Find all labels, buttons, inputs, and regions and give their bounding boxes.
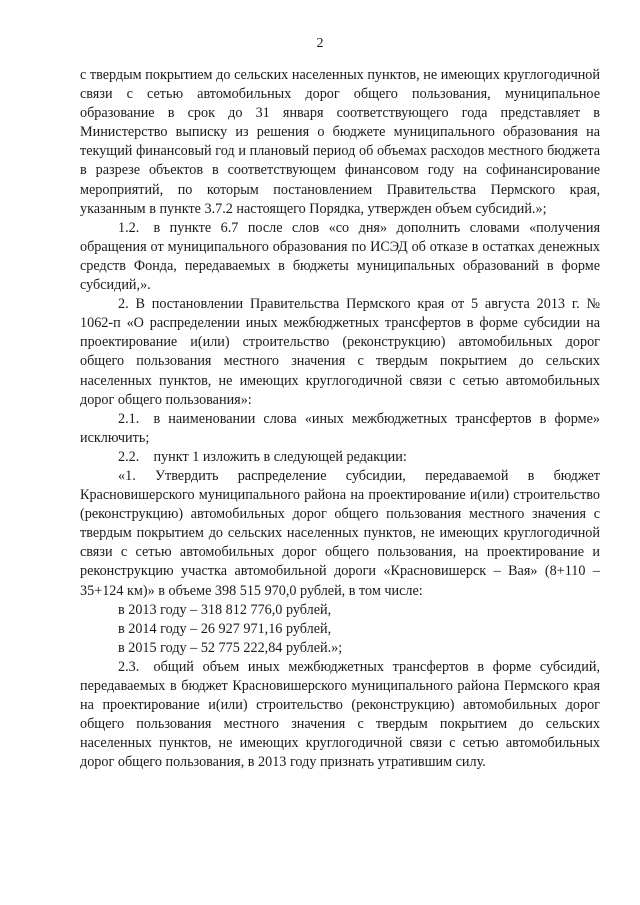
paragraph-continuation: с твердым покрытием до сельских населенных пунктов, не имеющих круглогодичной связи с сетью автомобильных дорог общего пользования, муниципальное образование в срок до 31 января соответствующего года представляет в Министерство выписку из решения о бюджете муниципального образования на текущий финансовый год и плановый период об объемах расходов местного бюджета в разрезе объектов в соответствующем финансовом году на софинансирование мероприятий, по которым постановлением Правительства Пермского края, указанным в пункте 3.7.2 настоящего Порядка, утвержден объем субсидий.»; — [80, 67, 600, 217]
paragraph-2-3: 2.3. общий объем иных межбюджетных трансфертов в форме субсидий, передаваемых в бюджет Красновишерского муниципального района Пермского края на проектирование и(или) строительство (реконструкцию) автомобильных дорог общего пользования местного значения с твердым покрытием до сельских населенных пунктов, не имеющих круглогодичной связи с сетью автомобильных дорог общего пользования, в 2013 году признать утратившим силу. — [80, 658, 600, 771]
paragraph-quoted-point-1: «1. Утвердить распределение субсидии, передаваемой в бюджет Красновишерского муниципального района на проектирование и(или) строительство (реконструкцию) автомобильных дорог общего пользования местного значения с твердым покрытием до сельских населенных пунктов, не имеющих круглогодичной связи с сетью автомобильных дорог общего пользования, на проектирование и реконструкцию участка автомобильной дороги «Красновишерск – Вая» (8+110 – 35+124 км)» в объеме 398 515 970,0 рублей, в том числе: — [80, 467, 600, 599]
document-body — [80, 66, 600, 772]
amount-2015: в 2015 году – 52 775 222,84 рублей.»; — [118, 639, 343, 656]
paragraph-2-1: 2.1. в наименовании слова «иных межбюджетных трансфертов в форме» исключить; — [80, 410, 600, 446]
paragraph-2: 2. В постановлении Правительства Пермского края от 5 августа 2013 г. № 1062-п «О распределении иных межбюджетных трансфертов в форме субсидии на проектирование и(или) строительство (реконструкцию) автомобильных дорог общего пользования местного значения с твердым покрытием до сельских населенных пунктов, не имеющих круглогодичной связи с сетью автомобильных дорог общего пользования»: — [80, 296, 600, 408]
amount-2013: в 2013 году – 318 812 776,0 рублей, — [118, 601, 332, 618]
amount-2014: в 2014 году – 26 927 971,16 рублей, — [118, 620, 332, 637]
page-number: 2 — [316, 36, 324, 51]
paragraph-2-2: 2.2. пункт 1 изложить в следующей редакции: — [118, 448, 407, 465]
paragraph-1-2: 1.2. в пункте 6.7 после слов «со дня» дополнить словами «получения обращения от муниципального образования по ИСЭД об отказе в остатках денежных средств Фонда, передаваемых в бюджеты муниципальных образований в форме субсидий,». — [80, 219, 600, 294]
